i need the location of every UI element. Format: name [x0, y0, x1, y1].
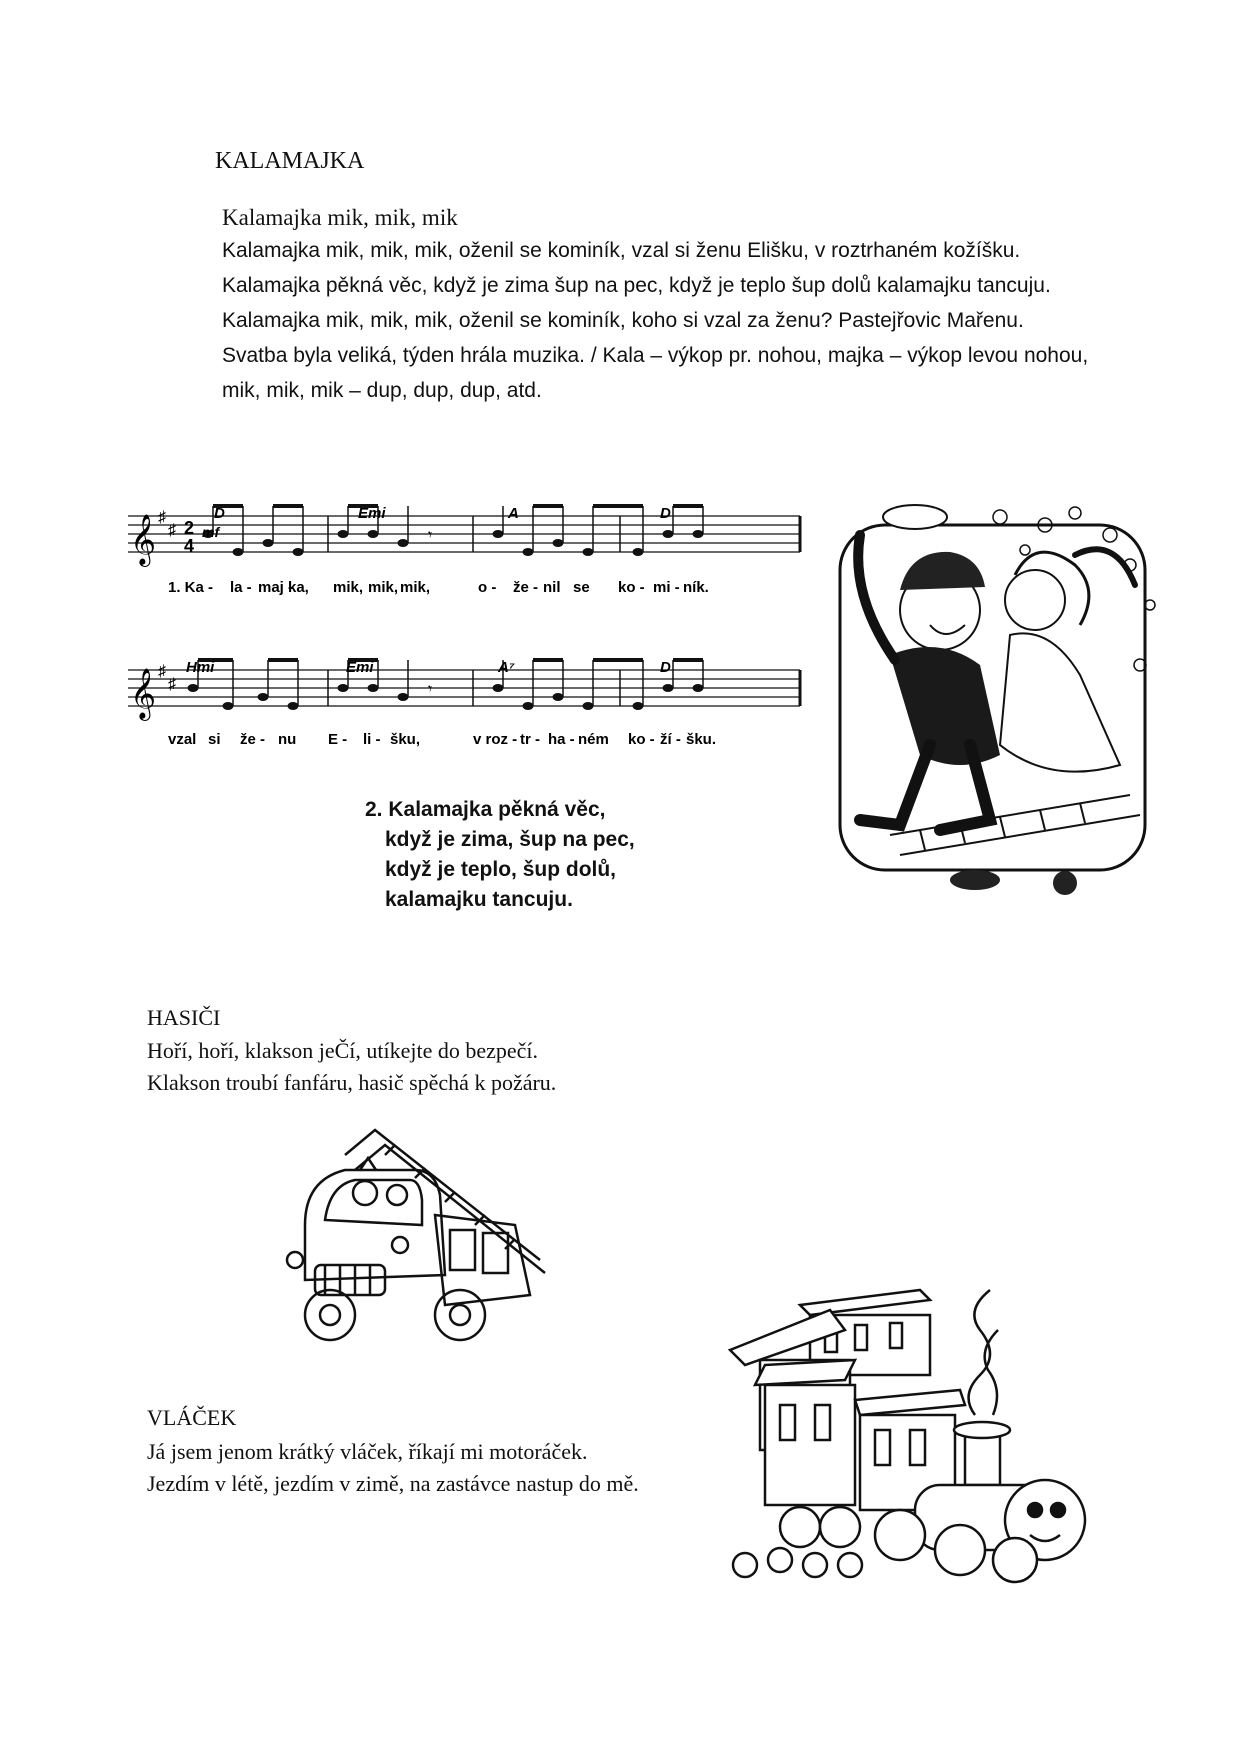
verse-line: když je teplo, šup dolů, — [385, 858, 617, 881]
lyric-syllable: ném — [578, 731, 609, 748]
chord: A⁷ — [498, 659, 515, 676]
kalamajka-subtitle: Kalamajka mik, mik, mik — [222, 205, 458, 230]
syllables-line-2 — [168, 731, 716, 748]
note-head — [553, 539, 564, 547]
note-head — [583, 702, 594, 710]
note-head — [338, 530, 349, 538]
poem-line: Jezdím v létě, jezdím v zimě, na zastávce nastup do mě. — [147, 1471, 639, 1496]
lyric-syllable: mik, — [400, 579, 431, 596]
note-head — [398, 539, 409, 547]
staff-line-2 — [128, 660, 800, 721]
sharp-icon: ♯ — [168, 676, 176, 693]
verse-line: kalamajku tancuju. — [385, 888, 573, 911]
lyrics-line: Kalamajka pěkná věc, když je zima šup na pec, když je teplo šup dolů kalamajku tancuju. — [222, 274, 1051, 297]
lyric-syllable: la - — [230, 579, 252, 596]
lyric-syllable: vzal — [168, 731, 197, 748]
lyric-syllable: ží - — [660, 731, 681, 748]
poem-line: Klakson troubí fanfáru, hasič spěchá k požáru. — [147, 1070, 557, 1095]
verse-line: 2. Kalamajka pěkná věc, — [365, 798, 606, 821]
sharp-icon: ♯ — [158, 509, 166, 526]
hasici-poem — [147, 1035, 556, 1099]
lyric-syllable: mik, — [333, 579, 364, 596]
lyric-syllable: že - — [240, 731, 266, 748]
lyric-syllable: šku. — [686, 731, 717, 748]
lyric-syllable: tr - — [520, 731, 540, 748]
time-signature: 2 — [184, 518, 195, 538]
poem-line: Já jsem jenom krátký vláček, říkají mi motoráček. — [147, 1439, 588, 1464]
lyric-syllable: maj - — [258, 579, 294, 596]
lyric-syllable: nu — [278, 731, 297, 748]
fire-truck-illustration — [285, 1115, 555, 1355]
rest-icon: 𝄾 — [428, 527, 433, 544]
lyric-syllable: ko - — [628, 731, 655, 748]
lyric-syllable: se — [573, 579, 590, 596]
lyric-syllable: mik, — [368, 579, 399, 596]
lyric-syllable: že - — [513, 579, 539, 596]
staff-line-1 — [128, 506, 800, 567]
lyric-syllable: ha - — [548, 731, 575, 748]
note-head — [233, 548, 244, 556]
note-head — [633, 548, 644, 556]
note-head — [583, 548, 594, 556]
note-head — [693, 684, 704, 692]
sharp-icon: ♯ — [168, 522, 176, 539]
lyric-syllable: li - — [363, 731, 381, 748]
chord: D — [660, 659, 671, 676]
lyric-syllable: E - — [328, 731, 348, 748]
kalamajka-title: KALAMAJKA — [215, 148, 365, 174]
time-signature: 4 — [184, 536, 195, 556]
chord: D — [214, 505, 225, 522]
note-head — [523, 548, 534, 556]
chord: Hmi — [186, 659, 215, 676]
note-head — [663, 684, 674, 692]
lyric-syllable: si — [208, 731, 221, 748]
chord: Emi — [346, 659, 374, 676]
note-head — [288, 702, 299, 710]
note-head — [693, 530, 704, 538]
lyric-syllable: v roz - — [473, 731, 518, 748]
lyrics-line: Svatba byla veliká, týden hrála muzika. / Kala – výkop pr. nohou, majka – výkop levou nohou, mik, mik, mik – dup, dup, dup, atd. — [222, 344, 1089, 402]
vlacek-poem — [147, 1436, 639, 1500]
train-illustration — [725, 1265, 1105, 1595]
lyric-syllable: ko - — [618, 579, 645, 596]
note-head — [263, 539, 274, 547]
lyric-syllable: šku, — [390, 731, 421, 748]
lyric-syllable: ník. — [683, 579, 709, 596]
chord: D — [660, 505, 671, 522]
dynamic-marking: mf — [202, 524, 220, 540]
note-head — [493, 684, 504, 692]
note-head — [633, 702, 644, 710]
lyric-syllable: mi - — [653, 579, 680, 596]
dancing-chimney-sweep-illustration — [830, 495, 1160, 905]
note-head — [338, 684, 349, 692]
kalamajka-lyrics — [222, 233, 1102, 408]
note-head — [398, 693, 409, 701]
note-head — [553, 693, 564, 701]
lyrics-line: Kalamajka mik, mik, mik, oženil se kominík, koho si vzal za ženu? Pastejřovic Mařenu. — [222, 309, 1024, 332]
note-head — [368, 530, 379, 538]
note-head — [368, 684, 379, 692]
lyric-syllable: ka, — [288, 579, 309, 596]
note-head — [663, 530, 674, 538]
syllables-line-1 — [168, 579, 709, 596]
chord: A — [508, 505, 519, 522]
hasici-title: HASIČI — [147, 1005, 221, 1030]
lyrics-line: Kalamajka mik, mik, mik, oženil se kominík, vzal si ženu Elišku, v roztrhaném kožíšku. — [222, 239, 1021, 262]
lyric-syllable: 1. Ka - — [168, 579, 214, 596]
treble-clef-icon: 𝄞 — [130, 669, 157, 718]
verse-2 — [365, 795, 635, 915]
lyric-syllable: o - — [478, 579, 497, 596]
treble-clef-icon: 𝄞 — [130, 515, 157, 564]
note-head — [523, 702, 534, 710]
note-head — [223, 702, 234, 710]
note-head — [188, 684, 199, 692]
chord: Emi — [358, 505, 386, 522]
note-head — [258, 693, 269, 701]
lyric-syllable: nil — [543, 579, 561, 596]
note-head — [293, 548, 304, 556]
vlacek-title: VLÁČEK — [147, 1405, 237, 1430]
sharp-icon: ♯ — [158, 663, 166, 680]
verse-line: když je zima, šup na pec, — [385, 828, 635, 851]
poem-line: Hoří, hoří, klakson jeČí, utíkejte do bezpečí. — [147, 1038, 539, 1063]
rest-icon: 𝄾 — [428, 681, 433, 698]
note-head — [493, 530, 504, 538]
